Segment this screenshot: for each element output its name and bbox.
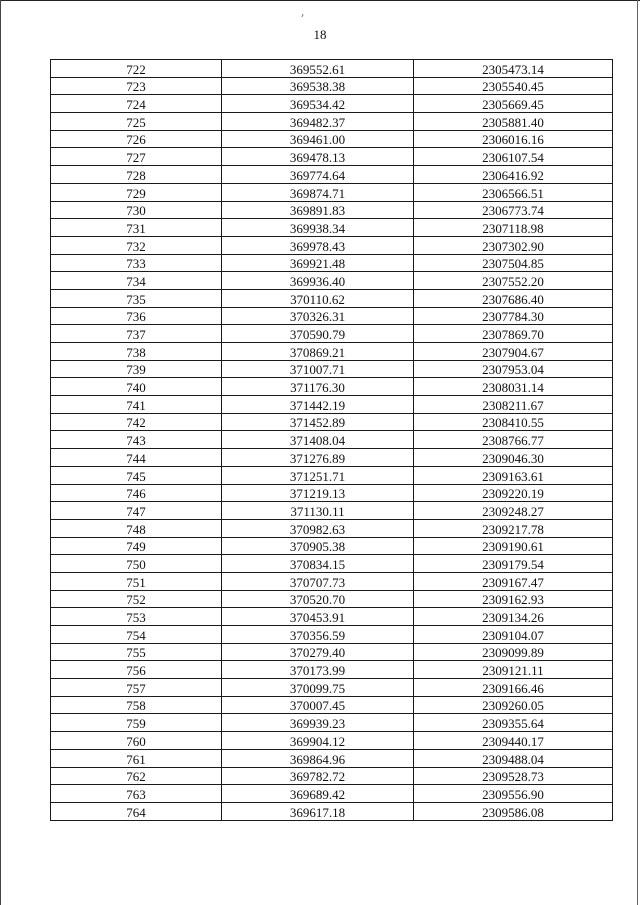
table-row: [51, 183, 613, 201]
point-number-cell: 755: [51, 643, 222, 661]
y-coordinate-cell: 2307869.70: [414, 325, 613, 343]
table-row: [51, 661, 613, 679]
point-number-cell: 749: [51, 537, 222, 555]
point-number-cell: 733: [51, 254, 222, 272]
table-row: [51, 60, 613, 78]
point-number-cell: 764: [51, 802, 222, 820]
x-coordinate-cell: 370453.91: [222, 608, 414, 626]
table-row: [51, 307, 613, 325]
x-coordinate-cell: 370326.31: [222, 307, 414, 325]
point-number-cell: 726: [51, 130, 222, 148]
y-coordinate-cell: 2309586.08: [414, 802, 613, 820]
x-coordinate-cell: 371130.11: [222, 502, 414, 520]
table-row: [51, 413, 613, 431]
y-coordinate-cell: 2305540.45: [414, 77, 613, 95]
point-number-cell: 738: [51, 343, 222, 361]
y-coordinate-cell: 2309046.30: [414, 449, 613, 467]
y-coordinate-cell: 2309488.04: [414, 749, 613, 767]
point-number-cell: 727: [51, 148, 222, 166]
point-number-cell: 731: [51, 219, 222, 237]
y-coordinate-cell: 2305669.45: [414, 95, 613, 113]
scan-border-top: [0, 0, 640, 1]
table-row: [51, 696, 613, 714]
table-row: [51, 608, 613, 626]
x-coordinate-cell: 369552.61: [222, 60, 414, 78]
x-coordinate-cell: 369939.23: [222, 714, 414, 732]
x-coordinate-cell: 369938.34: [222, 219, 414, 237]
y-coordinate-cell: 2307118.98: [414, 219, 613, 237]
x-coordinate-cell: 369774.64: [222, 166, 414, 184]
x-coordinate-cell: 370982.63: [222, 519, 414, 537]
y-coordinate-cell: 2305473.14: [414, 60, 613, 78]
x-coordinate-cell: 370110.62: [222, 289, 414, 307]
x-coordinate-cell: 370834.15: [222, 555, 414, 573]
point-number-cell: 725: [51, 113, 222, 131]
y-coordinate-cell: 2306016.16: [414, 130, 613, 148]
x-coordinate-cell: 369904.12: [222, 732, 414, 750]
x-coordinate-cell: 369478.13: [222, 148, 414, 166]
point-number-cell: 763: [51, 785, 222, 803]
x-coordinate-cell: 370099.75: [222, 679, 414, 697]
y-coordinate-cell: 2309217.78: [414, 519, 613, 537]
scan-border-left: [0, 0, 1, 905]
y-coordinate-cell: 2307686.40: [414, 289, 613, 307]
x-coordinate-cell: 369461.00: [222, 130, 414, 148]
table-row: [51, 166, 613, 184]
x-coordinate-cell: 371176.30: [222, 378, 414, 396]
x-coordinate-cell: 369978.43: [222, 236, 414, 254]
table-row: [51, 272, 613, 290]
table-row: [51, 431, 613, 449]
table-row: [51, 714, 613, 732]
table-row: [51, 679, 613, 697]
point-number-cell: 750: [51, 555, 222, 573]
table-row: [51, 802, 613, 820]
point-number-cell: 757: [51, 679, 222, 697]
table-row: [51, 449, 613, 467]
table-row: [51, 236, 613, 254]
x-coordinate-cell: 369538.38: [222, 77, 414, 95]
point-number-cell: 751: [51, 572, 222, 590]
x-coordinate-cell: 370520.70: [222, 590, 414, 608]
table-row: [51, 484, 613, 502]
point-number-cell: 753: [51, 608, 222, 626]
table-row: [51, 130, 613, 148]
y-coordinate-cell: 2309556.90: [414, 785, 613, 803]
point-number-cell: 762: [51, 767, 222, 785]
x-coordinate-cell: 371251.71: [222, 466, 414, 484]
point-number-cell: 735: [51, 289, 222, 307]
table-row: [51, 519, 613, 537]
y-coordinate-cell: 2309260.05: [414, 696, 613, 714]
point-number-cell: 730: [51, 201, 222, 219]
x-coordinate-cell: 371276.89: [222, 449, 414, 467]
x-coordinate-cell: 371219.13: [222, 484, 414, 502]
y-coordinate-cell: 2308211.67: [414, 396, 613, 414]
y-coordinate-cell: 2308031.14: [414, 378, 613, 396]
y-coordinate-cell: 2306107.54: [414, 148, 613, 166]
table-row: [51, 767, 613, 785]
point-number-cell: 736: [51, 307, 222, 325]
table-row: [51, 378, 613, 396]
table-row: [51, 466, 613, 484]
x-coordinate-cell: 369534.42: [222, 95, 414, 113]
x-coordinate-cell: 371007.71: [222, 360, 414, 378]
x-coordinate-cell: 370707.73: [222, 572, 414, 590]
x-coordinate-cell: 370905.38: [222, 537, 414, 555]
x-coordinate-cell: 369921.48: [222, 254, 414, 272]
table-row: [51, 201, 613, 219]
point-number-cell: 728: [51, 166, 222, 184]
point-number-cell: 724: [51, 95, 222, 113]
table-row: [51, 643, 613, 661]
y-coordinate-cell: 2309248.27: [414, 502, 613, 520]
y-coordinate-cell: 2309179.54: [414, 555, 613, 573]
y-coordinate-cell: 2306773.74: [414, 201, 613, 219]
table-row: [51, 77, 613, 95]
y-coordinate-cell: 2307953.04: [414, 360, 613, 378]
y-coordinate-cell: 2305881.40: [414, 113, 613, 131]
x-coordinate-cell: 370279.40: [222, 643, 414, 661]
table-row: [51, 289, 613, 307]
y-coordinate-cell: 2306566.51: [414, 183, 613, 201]
table-row: [51, 626, 613, 644]
x-coordinate-cell: 369864.96: [222, 749, 414, 767]
point-number-cell: 737: [51, 325, 222, 343]
x-coordinate-cell: 371442.19: [222, 396, 414, 414]
y-coordinate-cell: 2307784.30: [414, 307, 613, 325]
table-row: [51, 396, 613, 414]
point-number-cell: 722: [51, 60, 222, 78]
coordinates-table: [50, 59, 613, 821]
point-number-cell: 734: [51, 272, 222, 290]
y-coordinate-cell: 2309121.11: [414, 661, 613, 679]
table-row: [51, 95, 613, 113]
x-coordinate-cell: 369936.40: [222, 272, 414, 290]
point-number-cell: 740: [51, 378, 222, 396]
x-coordinate-cell: 370356.59: [222, 626, 414, 644]
y-coordinate-cell: 2309099.89: [414, 643, 613, 661]
table-row: [51, 555, 613, 573]
point-number-cell: 746: [51, 484, 222, 502]
y-coordinate-cell: 2307552.20: [414, 272, 613, 290]
table-row: [51, 732, 613, 750]
y-coordinate-cell: 2307302.90: [414, 236, 613, 254]
table-row: [51, 343, 613, 361]
x-coordinate-cell: 369689.42: [222, 785, 414, 803]
point-number-cell: 732: [51, 236, 222, 254]
y-coordinate-cell: 2306416.92: [414, 166, 613, 184]
point-number-cell: 729: [51, 183, 222, 201]
y-coordinate-cell: 2309104.07: [414, 626, 613, 644]
y-coordinate-cell: 2309166.46: [414, 679, 613, 697]
point-number-cell: 761: [51, 749, 222, 767]
point-number-cell: 742: [51, 413, 222, 431]
point-number-cell: 760: [51, 732, 222, 750]
x-coordinate-cell: 371408.04: [222, 431, 414, 449]
y-coordinate-cell: 2309190.61: [414, 537, 613, 555]
point-number-cell: 752: [51, 590, 222, 608]
y-coordinate-cell: 2309163.61: [414, 466, 613, 484]
y-coordinate-cell: 2309220.19: [414, 484, 613, 502]
table-row: [51, 785, 613, 803]
scan-artifact: [301, 14, 303, 17]
point-number-cell: 759: [51, 714, 222, 732]
point-number-cell: 747: [51, 502, 222, 520]
y-coordinate-cell: 2307504.85: [414, 254, 613, 272]
point-number-cell: 748: [51, 519, 222, 537]
x-coordinate-cell: 369891.83: [222, 201, 414, 219]
point-number-cell: 758: [51, 696, 222, 714]
table-row: [51, 590, 613, 608]
point-number-cell: 739: [51, 360, 222, 378]
point-number-cell: 723: [51, 77, 222, 95]
point-number-cell: 745: [51, 466, 222, 484]
y-coordinate-cell: 2309528.73: [414, 767, 613, 785]
y-coordinate-cell: 2307904.67: [414, 343, 613, 361]
table-row: [51, 219, 613, 237]
y-coordinate-cell: 2309355.64: [414, 714, 613, 732]
point-number-cell: 756: [51, 661, 222, 679]
point-number-cell: 744: [51, 449, 222, 467]
x-coordinate-cell: 369482.37: [222, 113, 414, 131]
table-row: [51, 537, 613, 555]
table-row: [51, 572, 613, 590]
x-coordinate-cell: 369874.71: [222, 183, 414, 201]
x-coordinate-cell: 370173.99: [222, 661, 414, 679]
point-number-cell: 743: [51, 431, 222, 449]
table-row: [51, 502, 613, 520]
table-row: [51, 254, 613, 272]
x-coordinate-cell: 371452.89: [222, 413, 414, 431]
page-number: 18: [313, 27, 327, 42]
table-row: [51, 749, 613, 767]
y-coordinate-cell: 2309440.17: [414, 732, 613, 750]
x-coordinate-cell: 370590.79: [222, 325, 414, 343]
y-coordinate-cell: 2309167.47: [414, 572, 613, 590]
x-coordinate-cell: 369617.18: [222, 802, 414, 820]
y-coordinate-cell: 2308410.55: [414, 413, 613, 431]
x-coordinate-cell: 370869.21: [222, 343, 414, 361]
x-coordinate-cell: 370007.45: [222, 696, 414, 714]
table-row: [51, 113, 613, 131]
y-coordinate-cell: 2309162.93: [414, 590, 613, 608]
scan-border-right: [637, 0, 638, 905]
y-coordinate-cell: 2309134.26: [414, 608, 613, 626]
point-number-cell: 754: [51, 626, 222, 644]
y-coordinate-cell: 2308766.77: [414, 431, 613, 449]
table-row: [51, 148, 613, 166]
coordinates-table-body: [51, 60, 613, 821]
table-row: [51, 325, 613, 343]
table-row: [51, 360, 613, 378]
x-coordinate-cell: 369782.72: [222, 767, 414, 785]
point-number-cell: 741: [51, 396, 222, 414]
